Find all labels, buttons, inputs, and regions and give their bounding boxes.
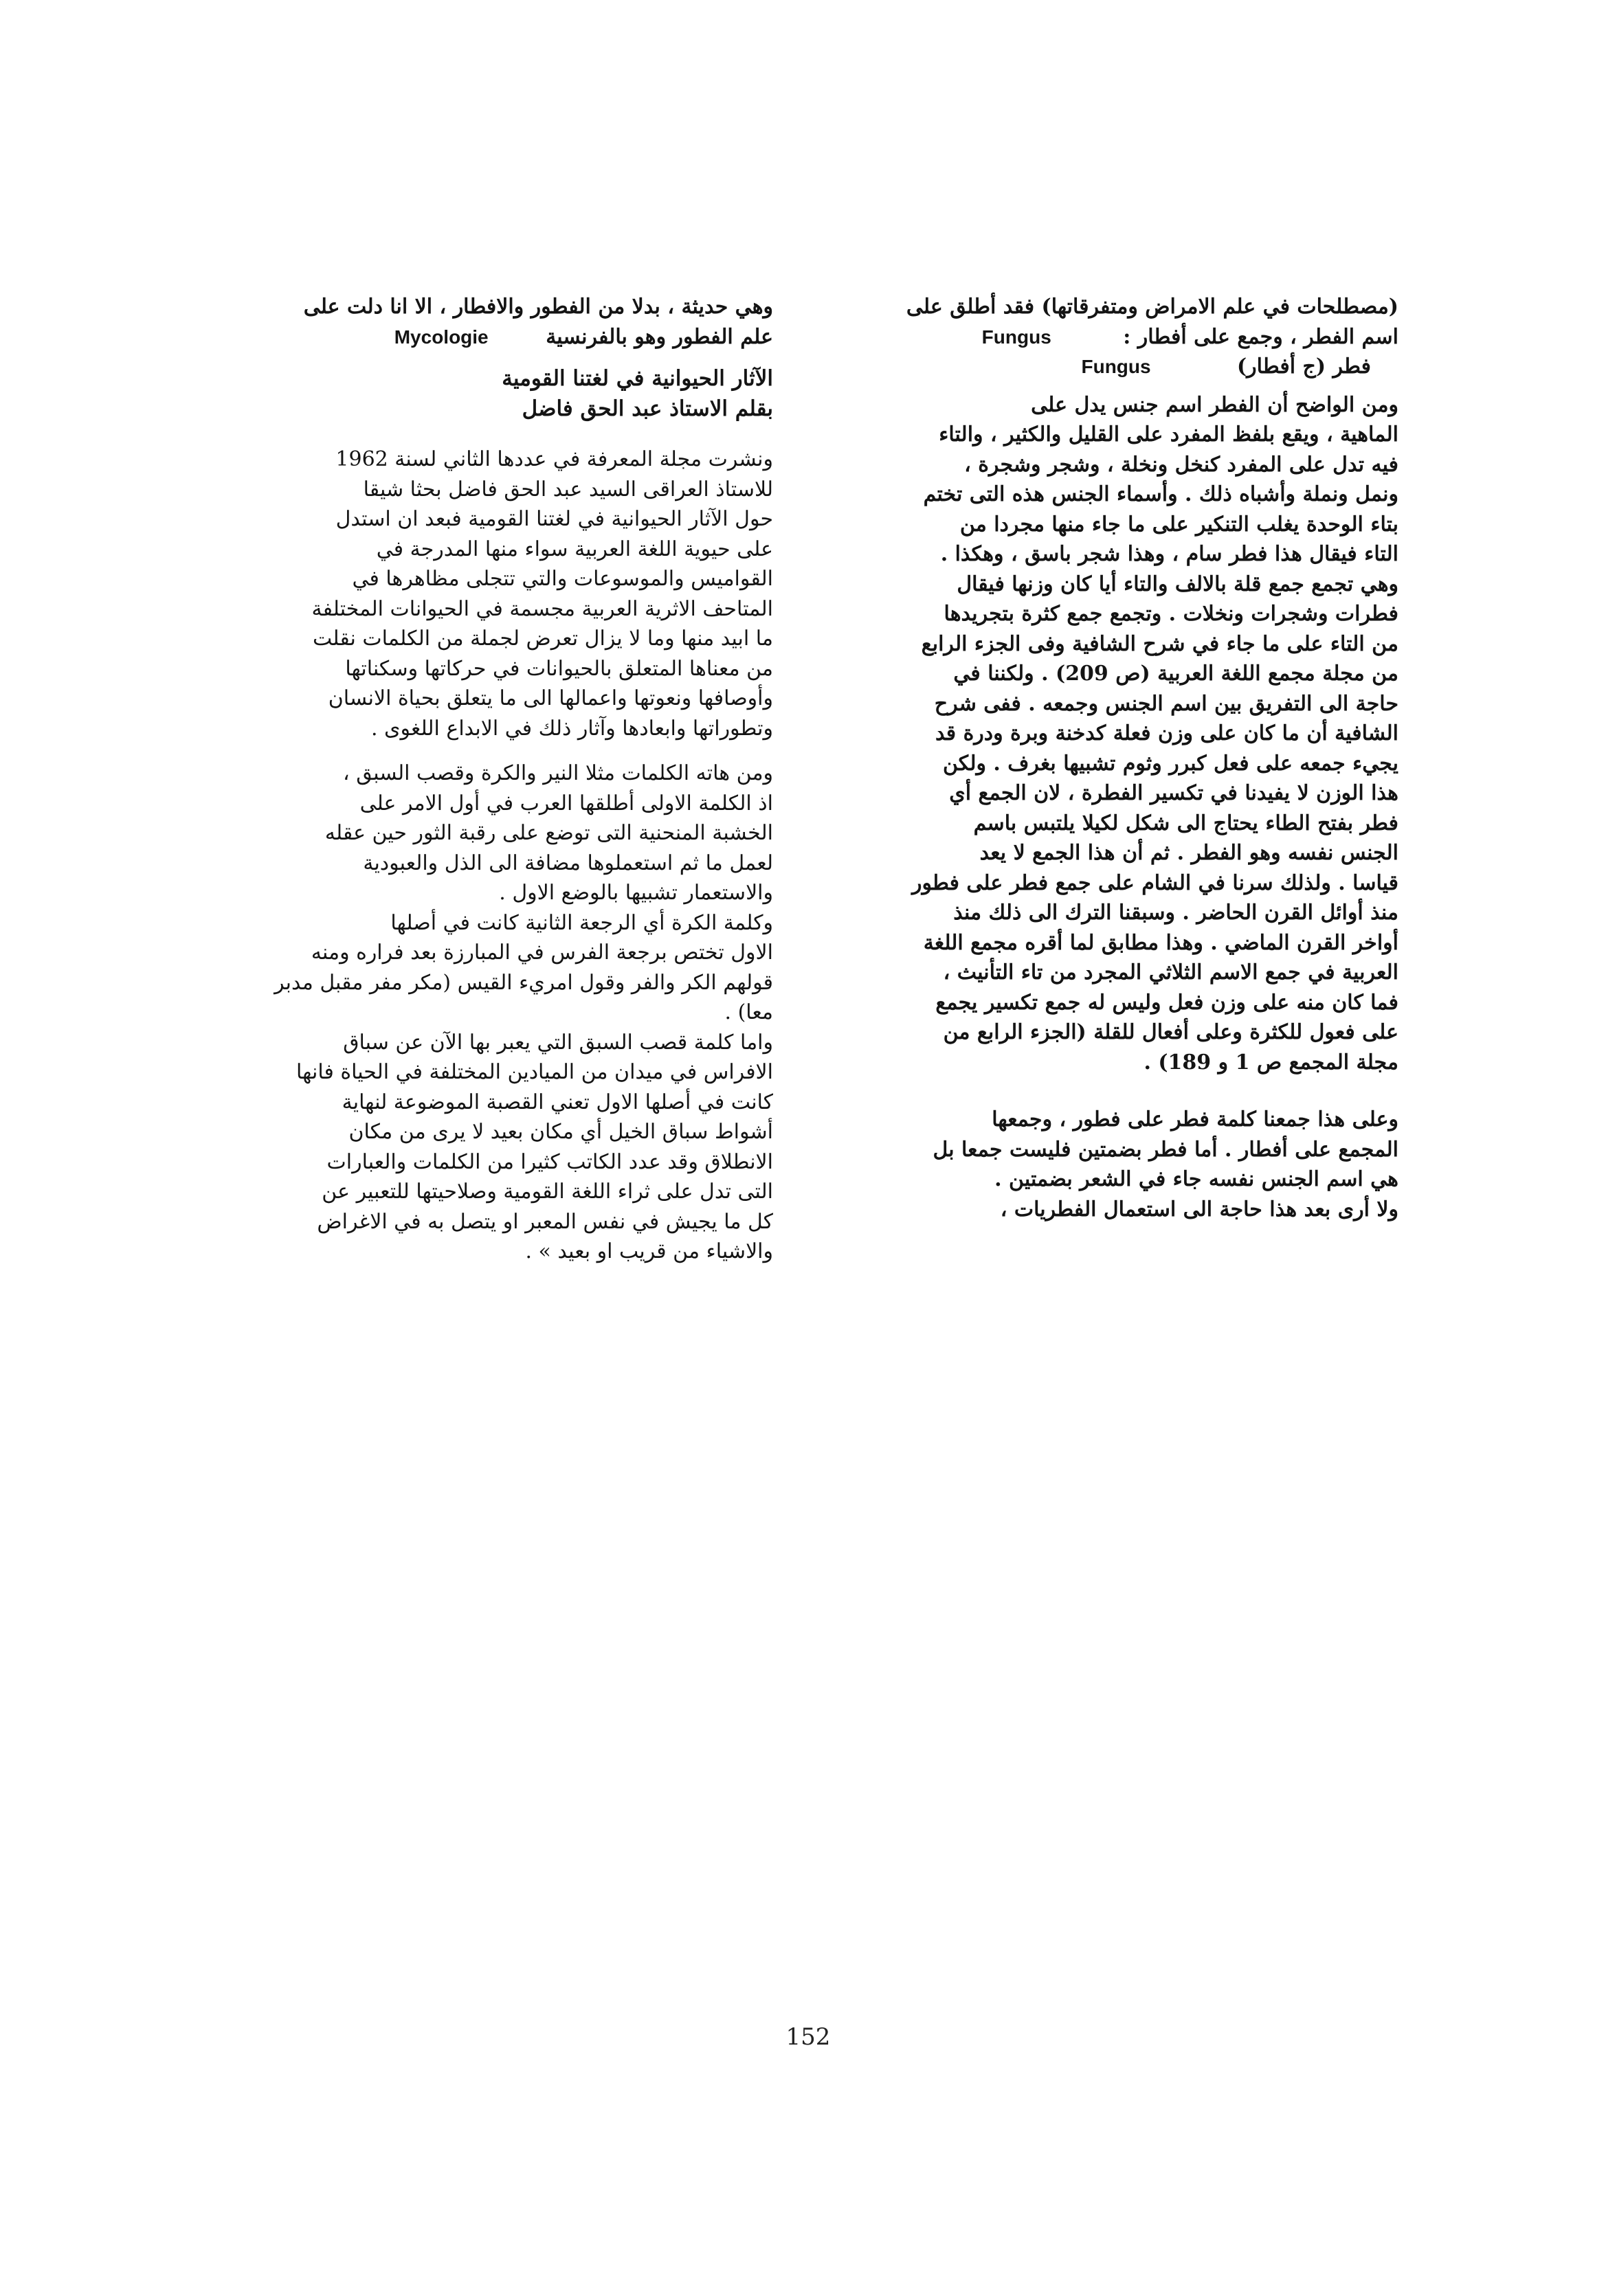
text-line: قياسا . ولذلك سرنا في الشام على جمع فطر على فطور [912,870,1398,895]
text-line: وعلى هذا جمعنا كلمة فطر على فطور ، وجمعها [992,1107,1398,1132]
text-line: الشافية أن ما كان على وزن فعلة كدخنة وبرة ودرة قد [935,721,1398,745]
mycologie-term: Mycologie [394,326,489,348]
text-line: ونشرت مجلة المعرفة في عددها الثاني لسنة 1962 [335,447,773,471]
text-line: واما كلمة قصب السبق التي يعبر بها الآن عن سباق [343,1030,773,1055]
text-line: حاجة الى التفريق بين اسم الجنس وجمعه . ففى شرح [934,691,1398,716]
text-line: الاول تختص برجعة الفرس في المبارزة بعد فراره ومنه [311,941,773,965]
article-byline: بقلم الاستاذ عبد الحق فاضل [522,396,773,421]
fungus-entry-text: فطر (ج أفطار) [1236,354,1371,379]
text-line: حول الآثار الحيوانية في لغتنا القومية فبعد ان استدل [335,507,773,531]
text-line: من معناها المتعلق بالحيوانات في حركاتها وسكناتها [345,656,773,681]
paragraph-gap [148,352,773,364]
paragraph-gap [148,743,773,758]
text-line: من التاء على ما جاء في شرح الشافية وفى الجزء الرابع [921,631,1398,656]
paragraph-gap [842,1077,1398,1105]
text-line: هذا الوزن لا يفيدنا في تكسير الفطرة ، لان الجمع أي [949,781,1398,805]
text-line: والاستعمار تشبيها بالوضع الاول . [499,881,773,905]
text-line: الخشبة المنحنية التى توضع على رقبة الثور حين عقله [324,821,773,845]
text-line: للاستاذ العراقى السيد عبد الحق فاضل بحثا شيقا [363,477,773,502]
text-line: وتطوراتها وابعادها وآثار ذلك في الابداع اللغوى . [370,716,773,741]
left-intro-text: علم الفطور وهو بالفرنسية [546,324,773,349]
page-number: 152 [785,2023,831,2051]
text-line: على فعول للكثرة وعلى أفعال للقلة (الجزء الرابع من [943,1020,1398,1044]
text-line: وهي تجمع جمع قلة بالالف والتاء أيا كان وزنها فيقال [957,572,1398,596]
left-intro [148,292,773,352]
text-line: الانطلاق وقد عدد الكاتب كثيرا من الكلمات والعبارات [326,1149,773,1174]
right-intro-line-with-term [842,322,1398,352]
text-line: ومن هاته الكلمات مثلا النير والكرة وقصب السبق ، [342,761,773,785]
text-line: أواخر القرن الماضي . وهذا مطابق لما أقره مجمع اللغة [923,930,1398,955]
text-line: وكلمة الكرة أي الرجعة الثانية كانت في أصلها [390,910,773,935]
text-line: هي اسم الجنس نفسه جاء في الشعر بضمتين . [994,1167,1398,1191]
text-line: الماهية ، ويقع بلفظ المفرد على القليل والكثير ، والتاء [939,423,1398,447]
text-line: بتاء الوحدة يغلب التنكير على ما جاء منها مجردا من [959,512,1398,537]
text-line: كل ما يجيش في نفس المعبر او يتصل به في الاغراض [317,1209,773,1234]
text-line: أشواط سباق الخيل أي مكان بعيد لا يرى من مكان [348,1120,773,1144]
text-line: لعمل ما ثم استعملوها مضافة الى الذل والعبودية [363,851,773,875]
text-line: ما ابيد منها وما لا يزال تعرض لجملة من الكلمات نقلت [312,627,773,651]
text-line: الافراس في ميدان من الميادين المختلفة في الحياة فانها [296,1060,773,1084]
fungus-entry-term: Fungus [1081,356,1151,377]
text-line: فما كان منه على وزن فعل وليس له جمع تكسير يجمع [935,990,1398,1015]
text-line: التى تدل على ثراء اللغة القومية وصلاحيتها للتعبير عن [322,1180,773,1204]
fungus-term: Fungus [981,326,1051,348]
right-intro-line: (مصطلحات في علم الامراض ومتفرقاتها) فقد أطلق على [906,295,1398,319]
text-line: والاشياء من قريب او بعيد » . [525,1239,773,1263]
text-line: قولهم الكر والفر وقول امريء القيس (مكر مفر مقبل مدبر [274,970,773,995]
text-line: منذ أوائل القرن الحاضر . وسبقنا الترك الى ذلك منذ [953,901,1398,925]
left-intro-line-with-term [148,322,773,352]
right-paragraph-2 [842,1105,1398,1224]
text-line: المتاحف الاثرية العربية مجسمة في الحيوانات المختلفة [311,596,773,621]
fungus-entry-line [842,352,1398,382]
text-line: مجلة المجمع ص 1 و 189) . [1144,1050,1398,1074]
article-title: الآثار الحيوانية في لغتنا القومية [502,366,773,391]
text-line: التاء فيقال هذا فطر سام ، وهذا شجر باسق ، وهكذا . [940,542,1398,566]
text-line: العربية في جمع الاسم الثلاثي المجرد من تاء التأنيث ، [943,960,1398,984]
text-line: ونمل ونملة وأشباه ذلك . وأسماء الجنس هذه التى تختم [923,482,1398,506]
right-column [842,292,1398,1224]
text-line: فطرات وشجرات ونخلات . وتجمع جمع كثرة بتجريدها [944,602,1398,626]
right-paragraph-1 [842,390,1398,1078]
text-line: اذ الكلمة الاولى أطلقها العرب في أول الامر على [359,791,773,815]
left-column [148,292,773,1267]
text-line: ومن الواضح أن الفطر اسم جنس يدل على [1031,392,1398,417]
text-line: وأوصافها ونعوتها واعمالها الى ما يتعلق بحياة الانسان [328,686,773,710]
left-paragraph-1 [148,444,773,743]
left-paragraph-3 [148,908,773,1028]
text-line: فيه تدل على المفرد كنخل ونخلة ، وشجر وشجرة ، [964,452,1398,477]
text-line: ولا أرى بعد هذا حاجة الى استعمال الفطريات ، [1000,1197,1398,1222]
article-heading [148,364,773,424]
right-intro-text: اسم الفطر ، وجمع على أفطار : [1123,324,1398,349]
text-line: الجنس نفسه وهو الفطر . ثم أن هذا الجمع لا يعد [979,841,1398,865]
text-line: المجمع على أفطار . أما فطر بضمتين فليست جمعا بل [933,1137,1398,1162]
text-line: من مجلة مجمع اللغة العربية (ص 209) . ولكننا في [953,662,1398,686]
text-line: معا) . [724,1000,773,1024]
left-paragraph-4 [148,1028,773,1267]
paragraph-gap [148,424,773,444]
text-line: يجيء جمعه على فعل كبرر وثوم تشبيها بغرف . ولكن [942,751,1398,776]
text-line: وهي حديثة ، بدلا من الفطور والافطار ، الا انا دلت على [303,295,773,319]
text-line: القواميس والموسوعات والتي تتجلى مظاهرها في [352,567,773,591]
paragraph-gap [842,382,1398,390]
text-line: كانت في أصلها الاول تعني القصبة الموضوعة لنهاية [342,1090,773,1114]
text-line: على حيوية اللغة العربية سواء منها المدرجة في [376,537,773,561]
left-paragraph-2 [148,758,773,908]
text-line: فطر بفتح الطاء يحتاج الى شكل لكيلا يلتبس باسم [973,811,1398,835]
